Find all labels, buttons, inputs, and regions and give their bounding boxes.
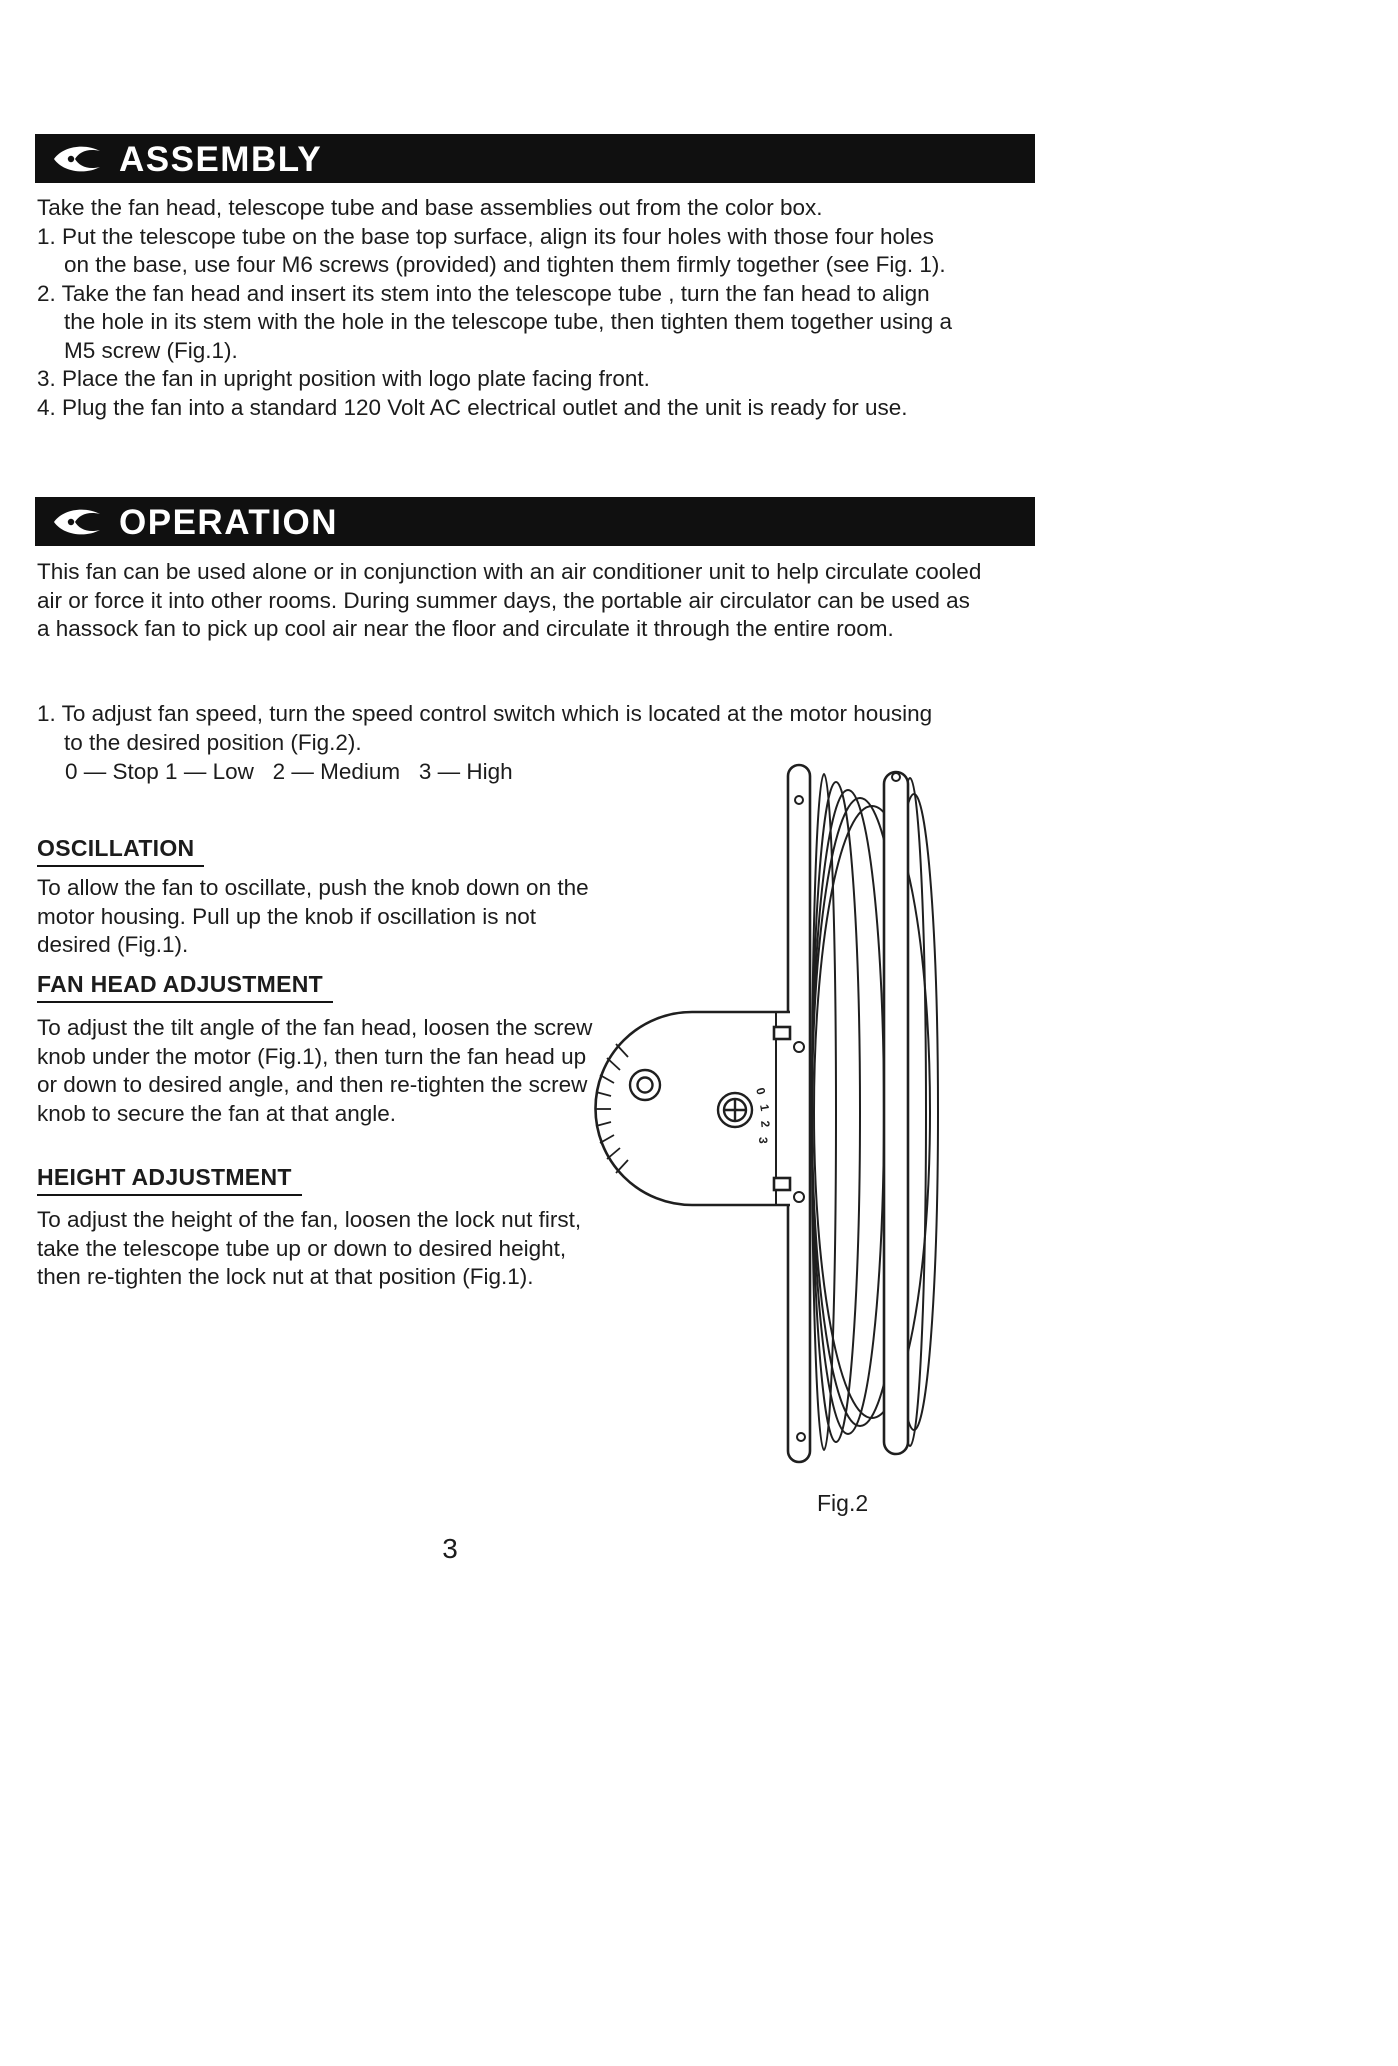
height-adjustment-body: To adjust the height of the fan, loosen the lock nut first, take the telescope tube up or down to desired height, then re-tighten the lock nut at that position (Fig.1). — [37, 1207, 582, 1289]
operation-section-header — [35, 497, 1035, 546]
fan-head-adjustment-heading: FAN HEAD ADJUSTMENT — [37, 971, 333, 1003]
operation-step-1: 1. To adjust fan speed, turn the speed control switch which is located at the motor housing to the desired position (Fig.2). — [37, 701, 933, 755]
figure-caption: Fig.2 — [817, 1490, 869, 1516]
assembly-step-1: 1. Put the telescope tube on the base top surface, align its four holes with those four holes on the base, use four M6 screws (provided) and tighten them firmly together (see Fig. 1). — [37, 223, 946, 277]
page-number: 3 — [442, 1533, 458, 1564]
dial-label-3: 3 — [756, 1137, 770, 1144]
oscillation-body: To allow the fan to oscillate, push the knob down on the motor housing. Pull up the knob if oscillation is not desired (Fig.1). — [37, 875, 589, 957]
fan-side-view-figure — [580, 755, 975, 1490]
dial-label-0: 0 — [753, 1086, 769, 1097]
height-adjustment-heading: HEIGHT ADJUSTMENT — [37, 1164, 302, 1196]
dial-label-1: 1 — [757, 1103, 772, 1113]
assembly-step-2: 2. Take the fan head and insert its stem into the telescope tube , turn the fan head to align the hole in its stem with the hole in the telescope tube, then tighten them together using a M5 screw (Fig.1). — [37, 280, 953, 363]
assembly-step-4: 4. Plug the fan into a standard 120 Volt AC electrical outlet and the unit is ready for use. — [37, 394, 908, 420]
fan-swoosh-icon — [51, 142, 103, 176]
assembly-body — [37, 194, 959, 422]
assembly-step-3: 3. Place the fan in upright position with logo plate facing front. — [37, 366, 650, 391]
operation-title: OPERATION — [119, 503, 338, 542]
assembly-section-header — [35, 134, 1035, 183]
operation-intro: This fan can be used alone or in conjunction with an air conditioner unit to help circulate cooled air or force it into other rooms. During summer days, the portable air circulator can be used as a hassock fan to pick up cool air near the floor and circulate it through the entire room. — [37, 559, 982, 641]
fan-swoosh-icon — [51, 505, 103, 539]
assembly-title: ASSEMBLY — [119, 140, 323, 179]
dial-label-2: 2 — [758, 1120, 773, 1128]
speed-control-dial — [718, 1093, 752, 1127]
rear-rim — [884, 772, 908, 1454]
front-rim — [788, 765, 810, 1462]
speed-positions-line: 0 — Stop 1 — Low 2 — Medium 3 — High — [65, 759, 513, 784]
oscillation-knob — [630, 1070, 660, 1100]
fan-head-adjustment-body: To adjust the tilt angle of the fan head, loosen the screw knob under the motor (Fig.1), then turn the fan head up or down to desired angle, and then re-tighten the screw knob to secure the fan at that angle. — [37, 1015, 593, 1126]
fan-side-view-drawing — [580, 755, 975, 1490]
oscillation-heading: OSCILLATION — [37, 835, 204, 867]
assembly-intro: Take the fan head, telescope tube and base assemblies out from the color box. — [37, 195, 823, 220]
